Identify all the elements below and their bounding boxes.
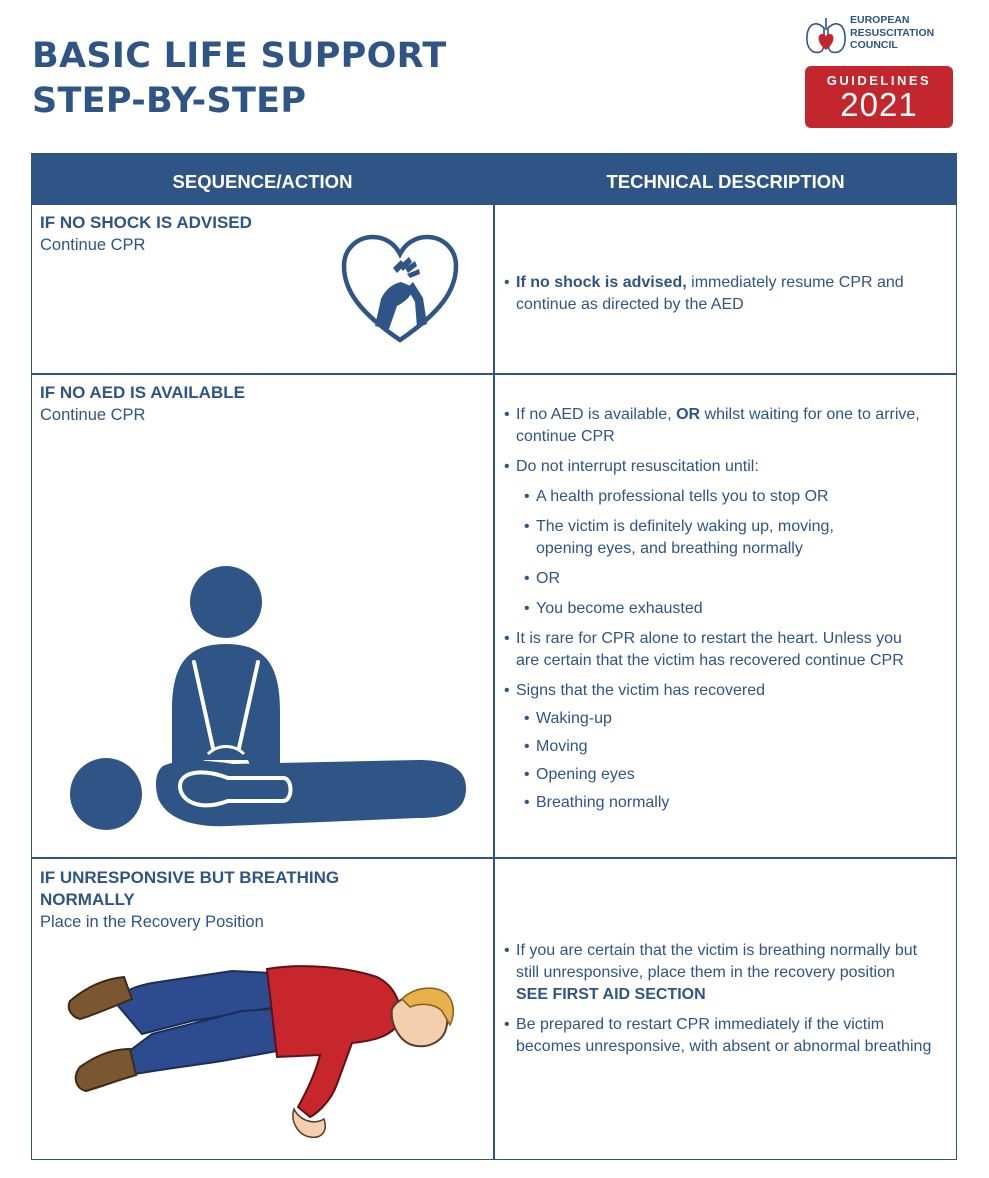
badge-year: 2021: [840, 86, 918, 123]
row2-subtext: Continue CPR: [40, 406, 146, 424]
row3-bullet-1: • If you are certain that the victim is breathing normally but still unresponsive, place them in the recovery position SEE FIRST AID SECTION: [504, 940, 926, 1006]
row2-bullet-4: • Signs that the victim has recovered: [504, 680, 948, 702]
row2-subbullet: • Opening eyes: [524, 764, 948, 786]
org-name: EUROPEAN RESUSCITATION COUNCIL: [850, 14, 935, 51]
badge-label: GUIDELINES: [826, 73, 932, 88]
recovery-position-illustration: [62, 959, 462, 1139]
erc-logo: [800, 12, 958, 132]
row-divider: [32, 373, 956, 375]
row2-bullet-1: • If no AED is available, OR whilst waiting for one to arrive, continue CPR: [504, 404, 948, 448]
row2-subbullet: • Breathing normally: [524, 792, 948, 814]
row2-subbullet: • Moving: [524, 736, 948, 758]
cpr-compression-pictogram: [68, 566, 468, 841]
title-line-2: STEP-BY-STEP: [32, 81, 307, 121]
title-line-1: BASIC LIFE SUPPORT: [32, 36, 447, 76]
row3-heading: IF UNRESPONSIVE BUT BREATHING NORMALLY: [40, 868, 340, 909]
col-header-description: TECHNICAL DESCRIPTION: [606, 171, 845, 192]
table-header: [32, 154, 956, 205]
row1-description: [504, 272, 944, 316]
row3-bullet-2: • Be prepared to restart CPR immediately if the victim becomes unresponsive, with absent or abnormal breathing: [504, 1014, 946, 1058]
row2-heading: IF NO AED IS AVAILABLE: [40, 383, 245, 402]
row-divider: [32, 857, 956, 859]
row1-heading: IF NO SHOCK IS ADVISED: [40, 213, 252, 232]
column-divider: [493, 205, 495, 1159]
row1-bullet-1: • If no shock is advised, immediately resume CPR and continue as directed by the AED: [504, 272, 944, 316]
row2-subbullet: • Waking-up: [524, 708, 948, 730]
col-header-sequence: SEQUENCE/ACTION: [172, 171, 353, 192]
row2-action: [40, 382, 480, 426]
row2-subbullet: • OR: [524, 568, 948, 590]
row3-subtext: Place in the Recovery Position: [40, 913, 264, 931]
page-title: [32, 34, 447, 124]
lungs-heart-icon: [804, 14, 848, 58]
row2-subbullet: • The victim is definitely waking up, moving, opening eyes, and breathing normally: [524, 516, 876, 560]
bls-table: [31, 153, 957, 1160]
row2-bullet-3: • It is rare for CPR alone to restart the heart. Unless you are certain that the victim has recovered continue CPR: [504, 628, 926, 672]
heart-hands-icon: [339, 232, 461, 348]
row2-description: [504, 404, 948, 814]
row2-bullet-2: • Do not interrupt resuscitation until:: [504, 456, 948, 478]
guidelines-badge: [805, 66, 953, 128]
row1-subtext: Continue CPR: [40, 236, 146, 254]
row3-action: [40, 867, 410, 933]
row2-subbullet: • A health professional tells you to stop OR: [524, 486, 948, 508]
row3-description: [504, 940, 948, 1058]
row2-subbullet: • You become exhausted: [524, 598, 948, 620]
